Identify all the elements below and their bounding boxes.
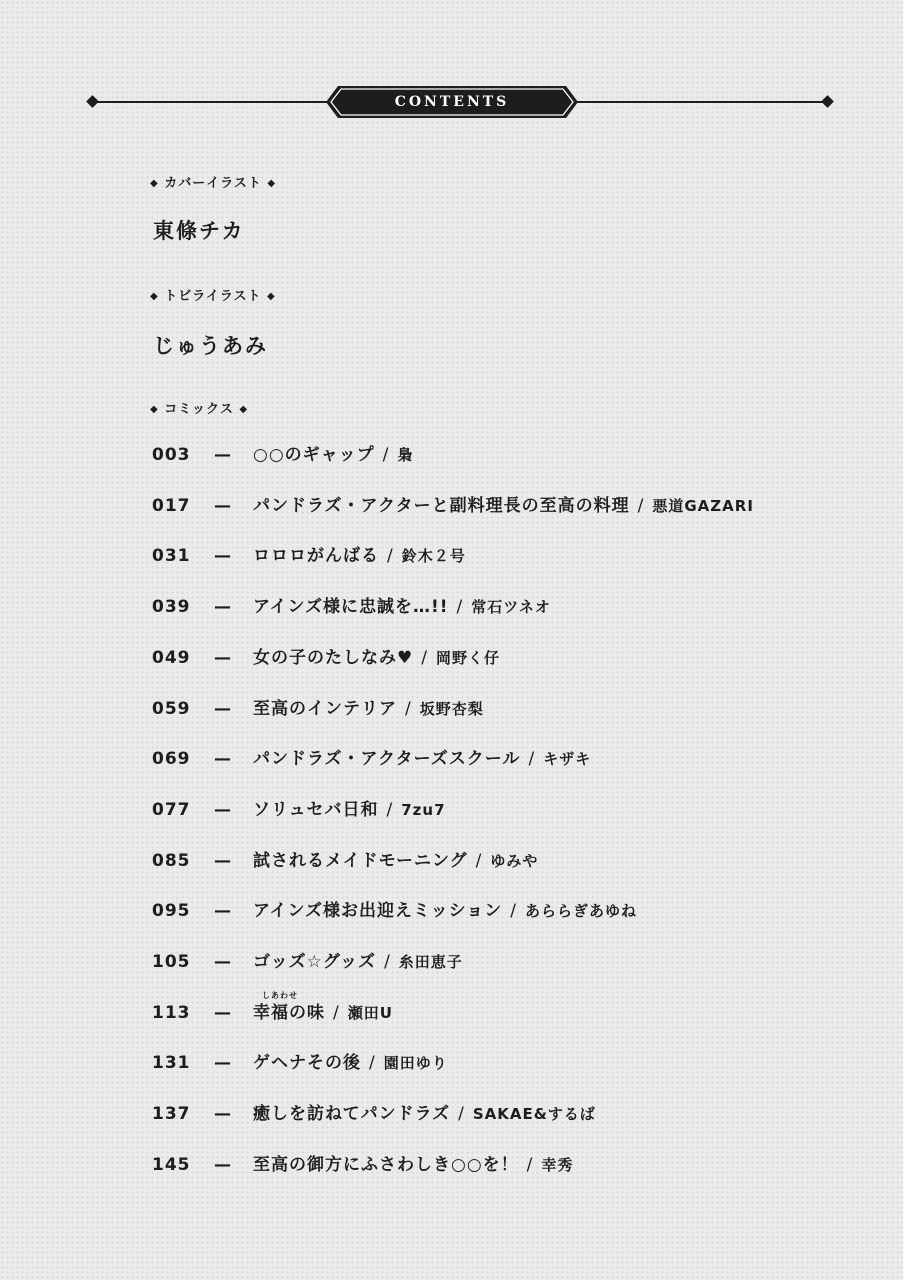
- dash-separator: —: [214, 952, 231, 972]
- work-line: [253, 896, 637, 926]
- work-title: パンドラズ・アクターと副料理長の至高の料理: [253, 495, 630, 516]
- work-line: [253, 998, 393, 1028]
- diamond-icon: ◆: [239, 404, 249, 415]
- work-title: アインズ様に忠誠を…!!: [253, 597, 449, 618]
- work-author: ゆみや: [490, 851, 539, 870]
- slash-separator: /: [387, 546, 394, 567]
- contents-header: [86, 86, 834, 118]
- work-title: 試されるメイドモーニング: [253, 850, 468, 871]
- dash-separator: —: [214, 850, 231, 871]
- list-item: [0, 998, 903, 1028]
- slash-separator: /: [475, 850, 483, 871]
- page-number: 039: [152, 597, 191, 618]
- list-item: [0, 795, 903, 825]
- slash-separator: /: [421, 647, 428, 668]
- slash-separator: /: [456, 597, 464, 618]
- work-author: 園田ゆり: [383, 1054, 448, 1073]
- diamond-icon: ◆: [267, 291, 276, 302]
- tobira-artist: じゅうあみ: [153, 334, 268, 358]
- work-title: 幸福の味: [253, 1002, 325, 1023]
- page-number: 113: [152, 1002, 191, 1023]
- diamond-icon: ◆: [150, 178, 159, 189]
- page-number: 145: [152, 1154, 191, 1175]
- list-item: [0, 694, 903, 724]
- dash-separator: —: [214, 597, 231, 618]
- list-item: [0, 1150, 903, 1180]
- section-label-comics: ◆ コミックス ◆: [150, 402, 249, 417]
- dash-separator: —: [214, 698, 231, 719]
- slash-separator: /: [528, 749, 536, 770]
- list-item: [0, 1048, 903, 1078]
- section-label-tobira: ◆ トビライラスト ◆: [150, 289, 276, 304]
- work-author: 坂野杏梨: [419, 699, 484, 718]
- list-item: [0, 896, 903, 926]
- slash-separator: /: [510, 901, 518, 922]
- work-author: 瀬田U: [347, 1003, 393, 1022]
- slash-separator: /: [384, 952, 391, 972]
- work-title: パンドラズ・アクターズスクール: [253, 749, 521, 770]
- work-title: ソリュセバ日和: [253, 799, 379, 820]
- work-title: ゴッズ☆グッズ: [253, 952, 377, 972]
- header-title: CONTENTS: [394, 94, 510, 110]
- page-number: 017: [152, 495, 191, 516]
- work-title: アインズ様お出迎えミッション: [253, 901, 503, 922]
- work-line: [253, 592, 551, 622]
- work-line: [253, 1099, 596, 1129]
- work-author: 幸秀: [541, 1155, 574, 1174]
- dash-separator: —: [214, 445, 231, 465]
- slash-separator: /: [526, 1154, 534, 1175]
- work-line: [253, 1150, 573, 1180]
- header-rule-left: [94, 101, 344, 103]
- page-number: 069: [152, 749, 191, 770]
- page-number: 131: [152, 1053, 191, 1074]
- list-item: [0, 592, 903, 622]
- work-title: 至高の御方にふさわしき○○を！: [253, 1154, 519, 1175]
- diamond-icon: ◆: [150, 291, 159, 302]
- work-author: あららぎあゆね: [525, 902, 638, 921]
- dash-separator: —: [214, 1154, 231, 1175]
- work-line: [253, 440, 413, 470]
- work-author: キザキ: [543, 750, 592, 769]
- page-number: 049: [152, 647, 191, 668]
- slash-separator: /: [458, 1104, 465, 1125]
- slash-separator: /: [333, 1002, 340, 1023]
- work-author: SAKAE&するば: [472, 1105, 596, 1124]
- slash-separator: /: [386, 799, 394, 820]
- work-author: 常石ツネオ: [471, 598, 551, 617]
- dash-separator: —: [214, 1002, 231, 1023]
- header-plate: [326, 86, 578, 118]
- work-line: [253, 846, 538, 876]
- work-line: [253, 947, 463, 977]
- work-line: [253, 1048, 448, 1078]
- list-item: [0, 643, 903, 673]
- dash-separator: —: [214, 749, 231, 770]
- header-diamond-right: [821, 95, 834, 108]
- dash-separator: —: [214, 799, 231, 820]
- ruby-annotation: しあわせ: [262, 991, 298, 1000]
- work-author: 岡野く仔: [435, 648, 500, 667]
- diamond-icon: ◆: [150, 404, 159, 415]
- work-title: 癒しを訪ねてパンドラズ: [253, 1104, 451, 1125]
- dash-separator: —: [214, 901, 231, 922]
- cover-artist: 東條チカ: [153, 219, 245, 243]
- list-item: [0, 491, 903, 521]
- work-title: 女の子のたしなみ♥: [253, 647, 414, 668]
- work-line: [253, 795, 446, 825]
- page-number: 095: [152, 901, 191, 922]
- list-item: [0, 744, 903, 774]
- work-author: 悪道GAZARI: [652, 496, 754, 515]
- list-item: [0, 947, 903, 977]
- list-item: [0, 1099, 903, 1129]
- slash-separator: /: [382, 445, 390, 465]
- header-rule-right: [568, 101, 826, 103]
- page-number: 059: [152, 698, 191, 719]
- work-title: ロロロがんばる: [253, 546, 379, 567]
- work-title: 至高のインテリア: [253, 698, 397, 719]
- list-item: [0, 846, 903, 876]
- dash-separator: —: [214, 1104, 231, 1125]
- page-number: 085: [152, 850, 191, 871]
- page-number: 003: [152, 445, 191, 465]
- dash-separator: —: [214, 1053, 231, 1074]
- work-author: 7zu7: [401, 800, 446, 819]
- work-author: 糸田恵子: [398, 953, 463, 971]
- list-item: [0, 541, 903, 571]
- work-line: [253, 694, 484, 724]
- header-diamond-left: [86, 95, 99, 108]
- work-line: [253, 643, 500, 673]
- section-label-cover: ◆ カバーイラスト ◆: [150, 176, 277, 191]
- work-line: [253, 541, 466, 571]
- page-number: 077: [152, 799, 191, 820]
- work-title: ○○のギャップ: [253, 445, 375, 465]
- slash-separator: /: [405, 698, 412, 719]
- work-author: 梟: [397, 446, 414, 464]
- work-line: [253, 744, 591, 774]
- page-number: 105: [152, 952, 191, 972]
- dash-separator: —: [214, 647, 231, 668]
- dash-separator: —: [214, 495, 231, 516]
- work-author: 鈴木２号: [401, 547, 466, 566]
- slash-separator: /: [637, 495, 645, 516]
- page-number: 031: [152, 546, 191, 567]
- dash-separator: —: [214, 546, 231, 567]
- work-title: ゲヘナその後: [253, 1053, 361, 1074]
- page-number: 137: [152, 1104, 191, 1125]
- slash-separator: /: [369, 1053, 376, 1074]
- work-line: [253, 491, 754, 521]
- diamond-icon: ◆: [267, 178, 277, 189]
- list-item: [0, 440, 903, 470]
